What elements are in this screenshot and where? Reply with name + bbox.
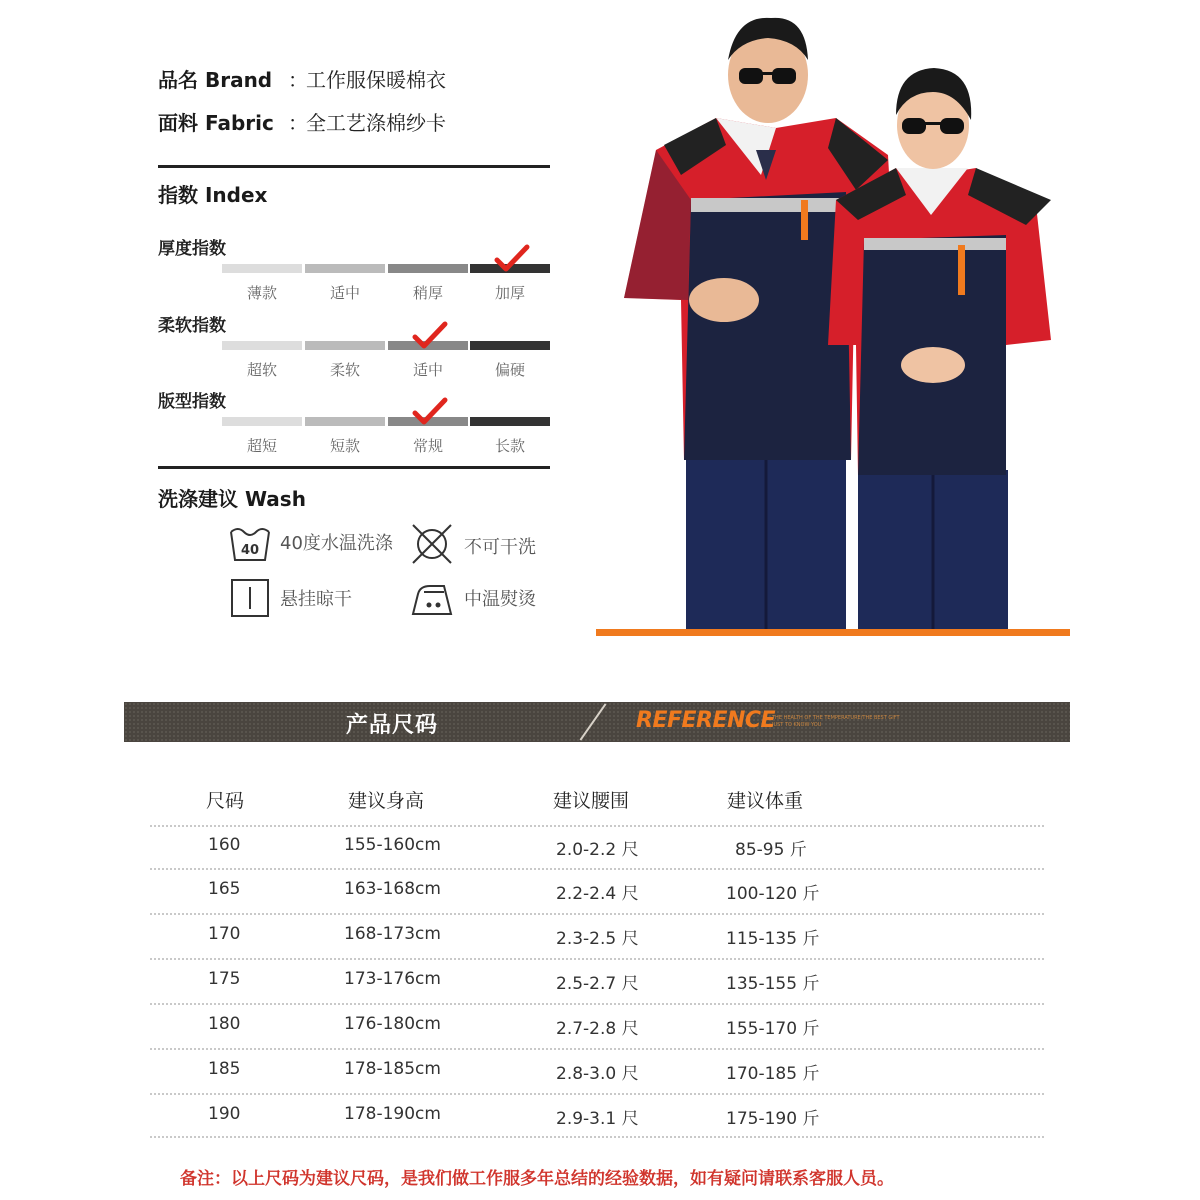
header-height: 建议身高 xyxy=(348,790,425,812)
brand-row xyxy=(158,64,446,93)
row-divider xyxy=(150,825,1044,827)
photo-underline xyxy=(596,629,1070,636)
row-divider xyxy=(150,1093,1044,1095)
scale-bar xyxy=(305,341,385,350)
iron-medium-text: 中温熨烫 xyxy=(464,589,536,610)
scale-label: 超软 xyxy=(246,361,277,379)
workwear-models-illustration xyxy=(596,0,1070,636)
cell-weight: 155-170 斤 xyxy=(726,1019,820,1039)
scale-label: 加厚 xyxy=(494,284,525,302)
header-weight: 建议体重 xyxy=(727,790,804,812)
header-waist: 建议腰围 xyxy=(553,790,630,812)
cell-height: 178-190cm xyxy=(344,1104,441,1124)
cell-weight: 135-155 斤 xyxy=(726,974,820,994)
header-size: 尺码 xyxy=(206,790,245,812)
cell-waist: 2.8-3.0 尺 xyxy=(556,1064,639,1084)
size-note: 备注：以上尺码为建议尺码，是我们做工作服多年总结的经验数据，如有疑问请联系客服人员。 xyxy=(180,1169,894,1189)
cell-waist: 2.9-3.1 尺 xyxy=(556,1109,639,1129)
fit-index-title: 版型指数 xyxy=(158,392,226,412)
cell-waist: 2.2-2.4 尺 xyxy=(556,884,639,904)
scale-label: 稍厚 xyxy=(412,284,443,302)
cell-weight: 85-95 斤 xyxy=(735,840,807,860)
cell-height: 163-168cm xyxy=(344,879,441,899)
selected-check-icon xyxy=(412,397,448,427)
fabric-value: 全工艺涤棉纱卡 xyxy=(306,111,446,135)
thickness-index-title: 厚度指数 xyxy=(158,239,226,259)
scale-bar xyxy=(470,341,550,350)
wash-temp-text: 40 xyxy=(240,543,260,558)
cell-waist: 2.3-2.5 尺 xyxy=(556,929,639,949)
banner-title-en: REFERENCE xyxy=(636,708,776,733)
cell-waist: 2.0-2.2 尺 xyxy=(556,840,639,860)
cell-size: 190 xyxy=(208,1104,241,1124)
scale-label: 薄款 xyxy=(246,284,277,302)
scale-label: 柔软 xyxy=(329,361,360,379)
row-divider xyxy=(150,1003,1044,1005)
fabric-label: 面料 Fabric xyxy=(158,111,274,135)
cell-size: 185 xyxy=(208,1059,241,1079)
cell-height: 178-185cm xyxy=(344,1059,441,1079)
hang-dry-text: 悬挂晾干 xyxy=(280,589,352,610)
scale-label: 短款 xyxy=(329,437,360,455)
cell-weight: 170-185 斤 xyxy=(726,1064,820,1084)
softness-index-title: 柔软指数 xyxy=(158,316,226,336)
wash-40-icon xyxy=(228,522,272,566)
thickness-index-scale xyxy=(222,264,550,314)
cell-size: 170 xyxy=(208,924,241,944)
cell-weight: 100-120 斤 xyxy=(726,884,820,904)
selected-check-icon xyxy=(494,244,530,274)
row-divider xyxy=(150,868,1044,870)
banner-slash xyxy=(580,703,607,740)
fabric-row xyxy=(158,107,446,136)
fit-index-scale xyxy=(222,417,550,467)
cell-weight: 175-190 斤 xyxy=(726,1109,820,1129)
row-divider xyxy=(150,913,1044,915)
cell-size: 180 xyxy=(208,1014,241,1034)
cell-height: 173-176cm xyxy=(344,969,441,989)
scale-label: 常规 xyxy=(412,437,443,455)
cell-weight: 115-135 斤 xyxy=(726,929,820,949)
cell-size: 175 xyxy=(208,969,241,989)
wash-40-text: 40度水温洗涤 xyxy=(280,533,393,554)
iron-medium-icon xyxy=(410,576,454,620)
scale-label: 适中 xyxy=(329,284,360,302)
brand-value: 工作服保暖棉衣 xyxy=(306,68,446,92)
cell-waist: 2.5-2.7 尺 xyxy=(556,974,639,994)
selected-check-icon xyxy=(412,321,448,351)
softness-index-scale xyxy=(222,341,550,391)
scale-bar xyxy=(470,417,550,426)
scale-label: 偏硬 xyxy=(494,361,525,379)
hang-dry-icon xyxy=(228,576,272,620)
scale-bar xyxy=(222,264,302,273)
scale-label: 超短 xyxy=(246,437,277,455)
scale-bar xyxy=(222,341,302,350)
fabric-colon: ： xyxy=(288,111,308,135)
cell-height: 168-173cm xyxy=(344,924,441,944)
cell-height: 176-180cm xyxy=(344,1014,441,1034)
row-divider xyxy=(150,1136,1044,1138)
scale-label: 长款 xyxy=(494,437,525,455)
no-dry-clean-icon xyxy=(410,522,454,566)
banner-small-text xyxy=(772,715,900,729)
scale-label: 适中 xyxy=(412,361,443,379)
brand-label: 品名 Brand xyxy=(158,68,273,92)
brand-colon: ： xyxy=(288,68,308,92)
banner-title-cn: 产品尺码 xyxy=(346,713,439,738)
divider-mid xyxy=(158,466,550,469)
cell-size: 160 xyxy=(208,835,241,855)
scale-bar xyxy=(305,264,385,273)
scale-bar xyxy=(388,264,468,273)
banner-small-line1: THE HEALTH OF THE TEMPERATURE/THE BEST GIFT xyxy=(772,715,900,721)
size-banner xyxy=(124,702,1070,742)
wash-title: 洗涤建议 Wash xyxy=(158,487,306,511)
row-divider xyxy=(150,958,1044,960)
product-photo xyxy=(596,0,1070,636)
scale-bar xyxy=(222,417,302,426)
no-dry-clean-text: 不可干洗 xyxy=(464,537,536,558)
cell-waist: 2.7-2.8 尺 xyxy=(556,1019,639,1039)
banner-small-line2: JUST TO KNOW YOU xyxy=(772,722,822,728)
cell-height: 155-160cm xyxy=(344,835,441,855)
scale-bar xyxy=(305,417,385,426)
divider-top xyxy=(158,165,550,168)
index-title: 指数 Index xyxy=(158,183,268,207)
cell-size: 165 xyxy=(208,879,241,899)
row-divider xyxy=(150,1048,1044,1050)
